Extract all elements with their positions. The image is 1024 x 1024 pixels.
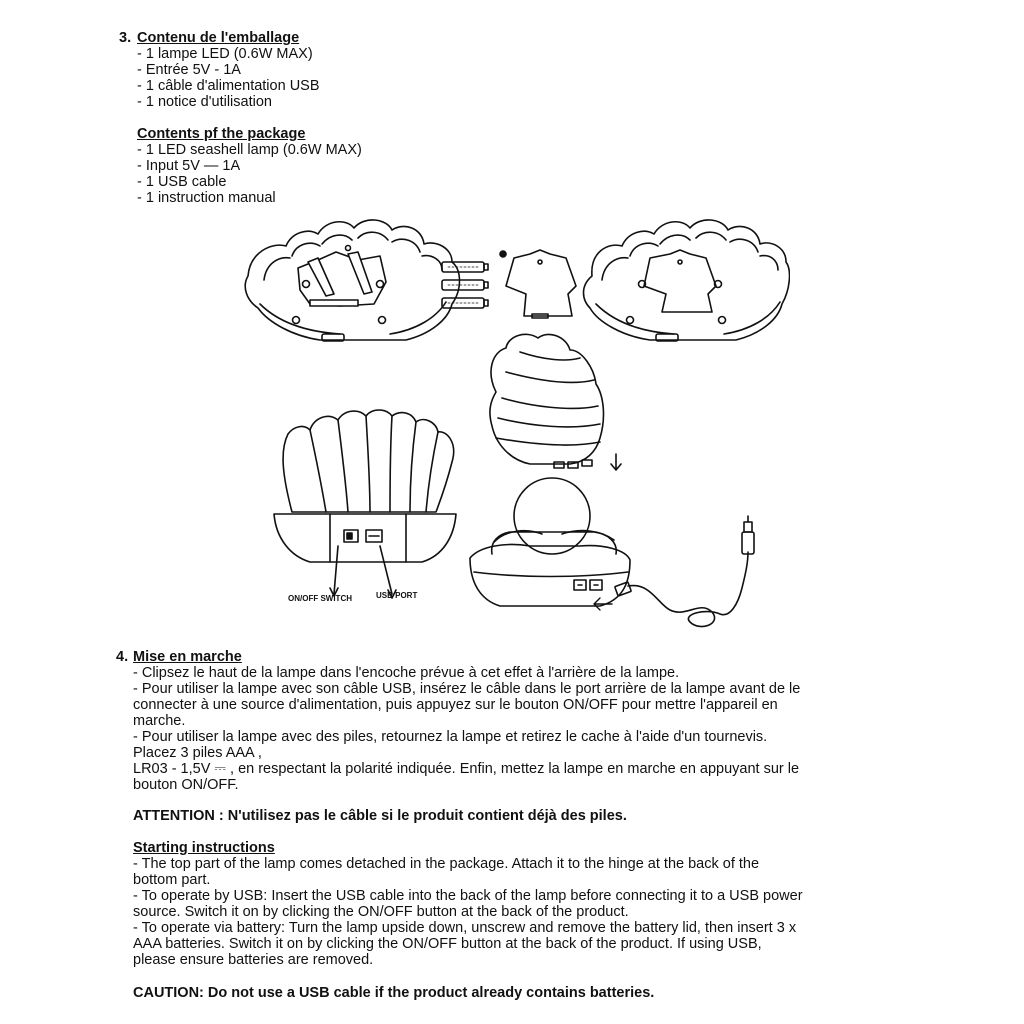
usb-cable <box>615 516 754 627</box>
battery-lid <box>500 250 576 318</box>
caution-warning-en: CAUTION: Do not use a USB cable if the product already contains batteries. <box>133 985 655 1001</box>
paragraph-line: - Clipsez le haut de la lampe dans l'encoche prévue à cet effet à l'arrière de la lampe. <box>133 665 680 681</box>
list-item: - Entrée 5V - 1A <box>137 62 241 78</box>
section-4-heading-fr: Mise en marche <box>133 649 242 665</box>
paragraph-line: Placez 3 piles AAA , <box>133 745 262 761</box>
list-item: - Input 5V — 1A <box>137 158 241 174</box>
open-lamp-with-globe <box>470 478 630 610</box>
paragraph-line: please ensure batteries are removed. <box>133 952 374 968</box>
paragraph-line: marche. <box>133 713 186 729</box>
section-4-heading-en: Starting instructions <box>133 840 275 856</box>
list-item: - 1 câble d'alimentation USB <box>137 78 320 94</box>
attention-warning-fr: ATTENTION : N'utilisez pas le câble si le produit contient déjà des piles. <box>133 808 627 824</box>
paragraph-line: - To operate via battery: Turn the lamp upside down, unscrew and remove the battery lid, then insert 3 x <box>133 920 797 936</box>
list-item: - 1 LED seashell lamp (0.6W MAX) <box>137 142 362 158</box>
aaa-batteries <box>442 262 488 308</box>
paragraph-line: connecter à une source d'alimentation, puis appuyez sur le bouton ON/OFF pour mettre l'appareil en <box>133 697 778 713</box>
paragraph-line: source. Switch it on by clicking the ON/OFF button at the back of the product. <box>133 904 629 920</box>
section-4-number: 4. <box>116 649 129 665</box>
list-item: - 1 instruction manual <box>137 190 276 206</box>
section-3-heading-fr: Contenu de l'emballage <box>137 30 300 46</box>
lamp-base-underside-right <box>584 220 790 341</box>
lamp-base-underside-left <box>245 220 459 341</box>
list-item: - 1 notice d'utilisation <box>137 94 272 110</box>
lamp-assembly-illustration <box>230 212 790 634</box>
list-item: - 1 lampe LED (0.6W MAX) <box>137 46 313 62</box>
list-item: - 1 USB cable <box>137 174 227 190</box>
paragraph-line: AAA batteries. Switch it on by clicking the ON/OFF button at the back of the product. If using USB, <box>133 936 762 952</box>
assembled-lamp <box>274 410 456 598</box>
section-3-heading-en: Contents pf the package <box>137 126 306 142</box>
section-3-number: 3. <box>119 30 132 46</box>
shell-lid <box>490 334 621 470</box>
paragraph-line: bottom part. <box>133 872 211 888</box>
on-off-switch-label: ON/OFF SWITCH <box>288 594 352 603</box>
paragraph-line: - The top part of the lamp comes detached in the package. Attach it to the hinge at the back of the <box>133 856 760 872</box>
paragraph-line: - Pour utiliser la lampe avec des piles, retournez la lampe et retirez le cache à l'aide d'un tournevis. <box>133 729 768 745</box>
paragraph-line: - Pour utiliser la lampe avec son câble USB, insérez le câble dans le port arrière de la lampe avant de le <box>133 681 801 697</box>
usb-port-label: USB PORT <box>376 591 418 600</box>
paragraph-line: - To operate by USB: Insert the USB cable into the back of the lamp before connecting it to a USB power <box>133 888 803 904</box>
paragraph-line: LR03 - 1,5V ⎓ , en respectant la polarité indiquée. Enfin, mettez la lampe en marche en appuyant sur le <box>133 761 800 777</box>
paragraph-line: bouton ON/OFF. <box>133 777 239 793</box>
